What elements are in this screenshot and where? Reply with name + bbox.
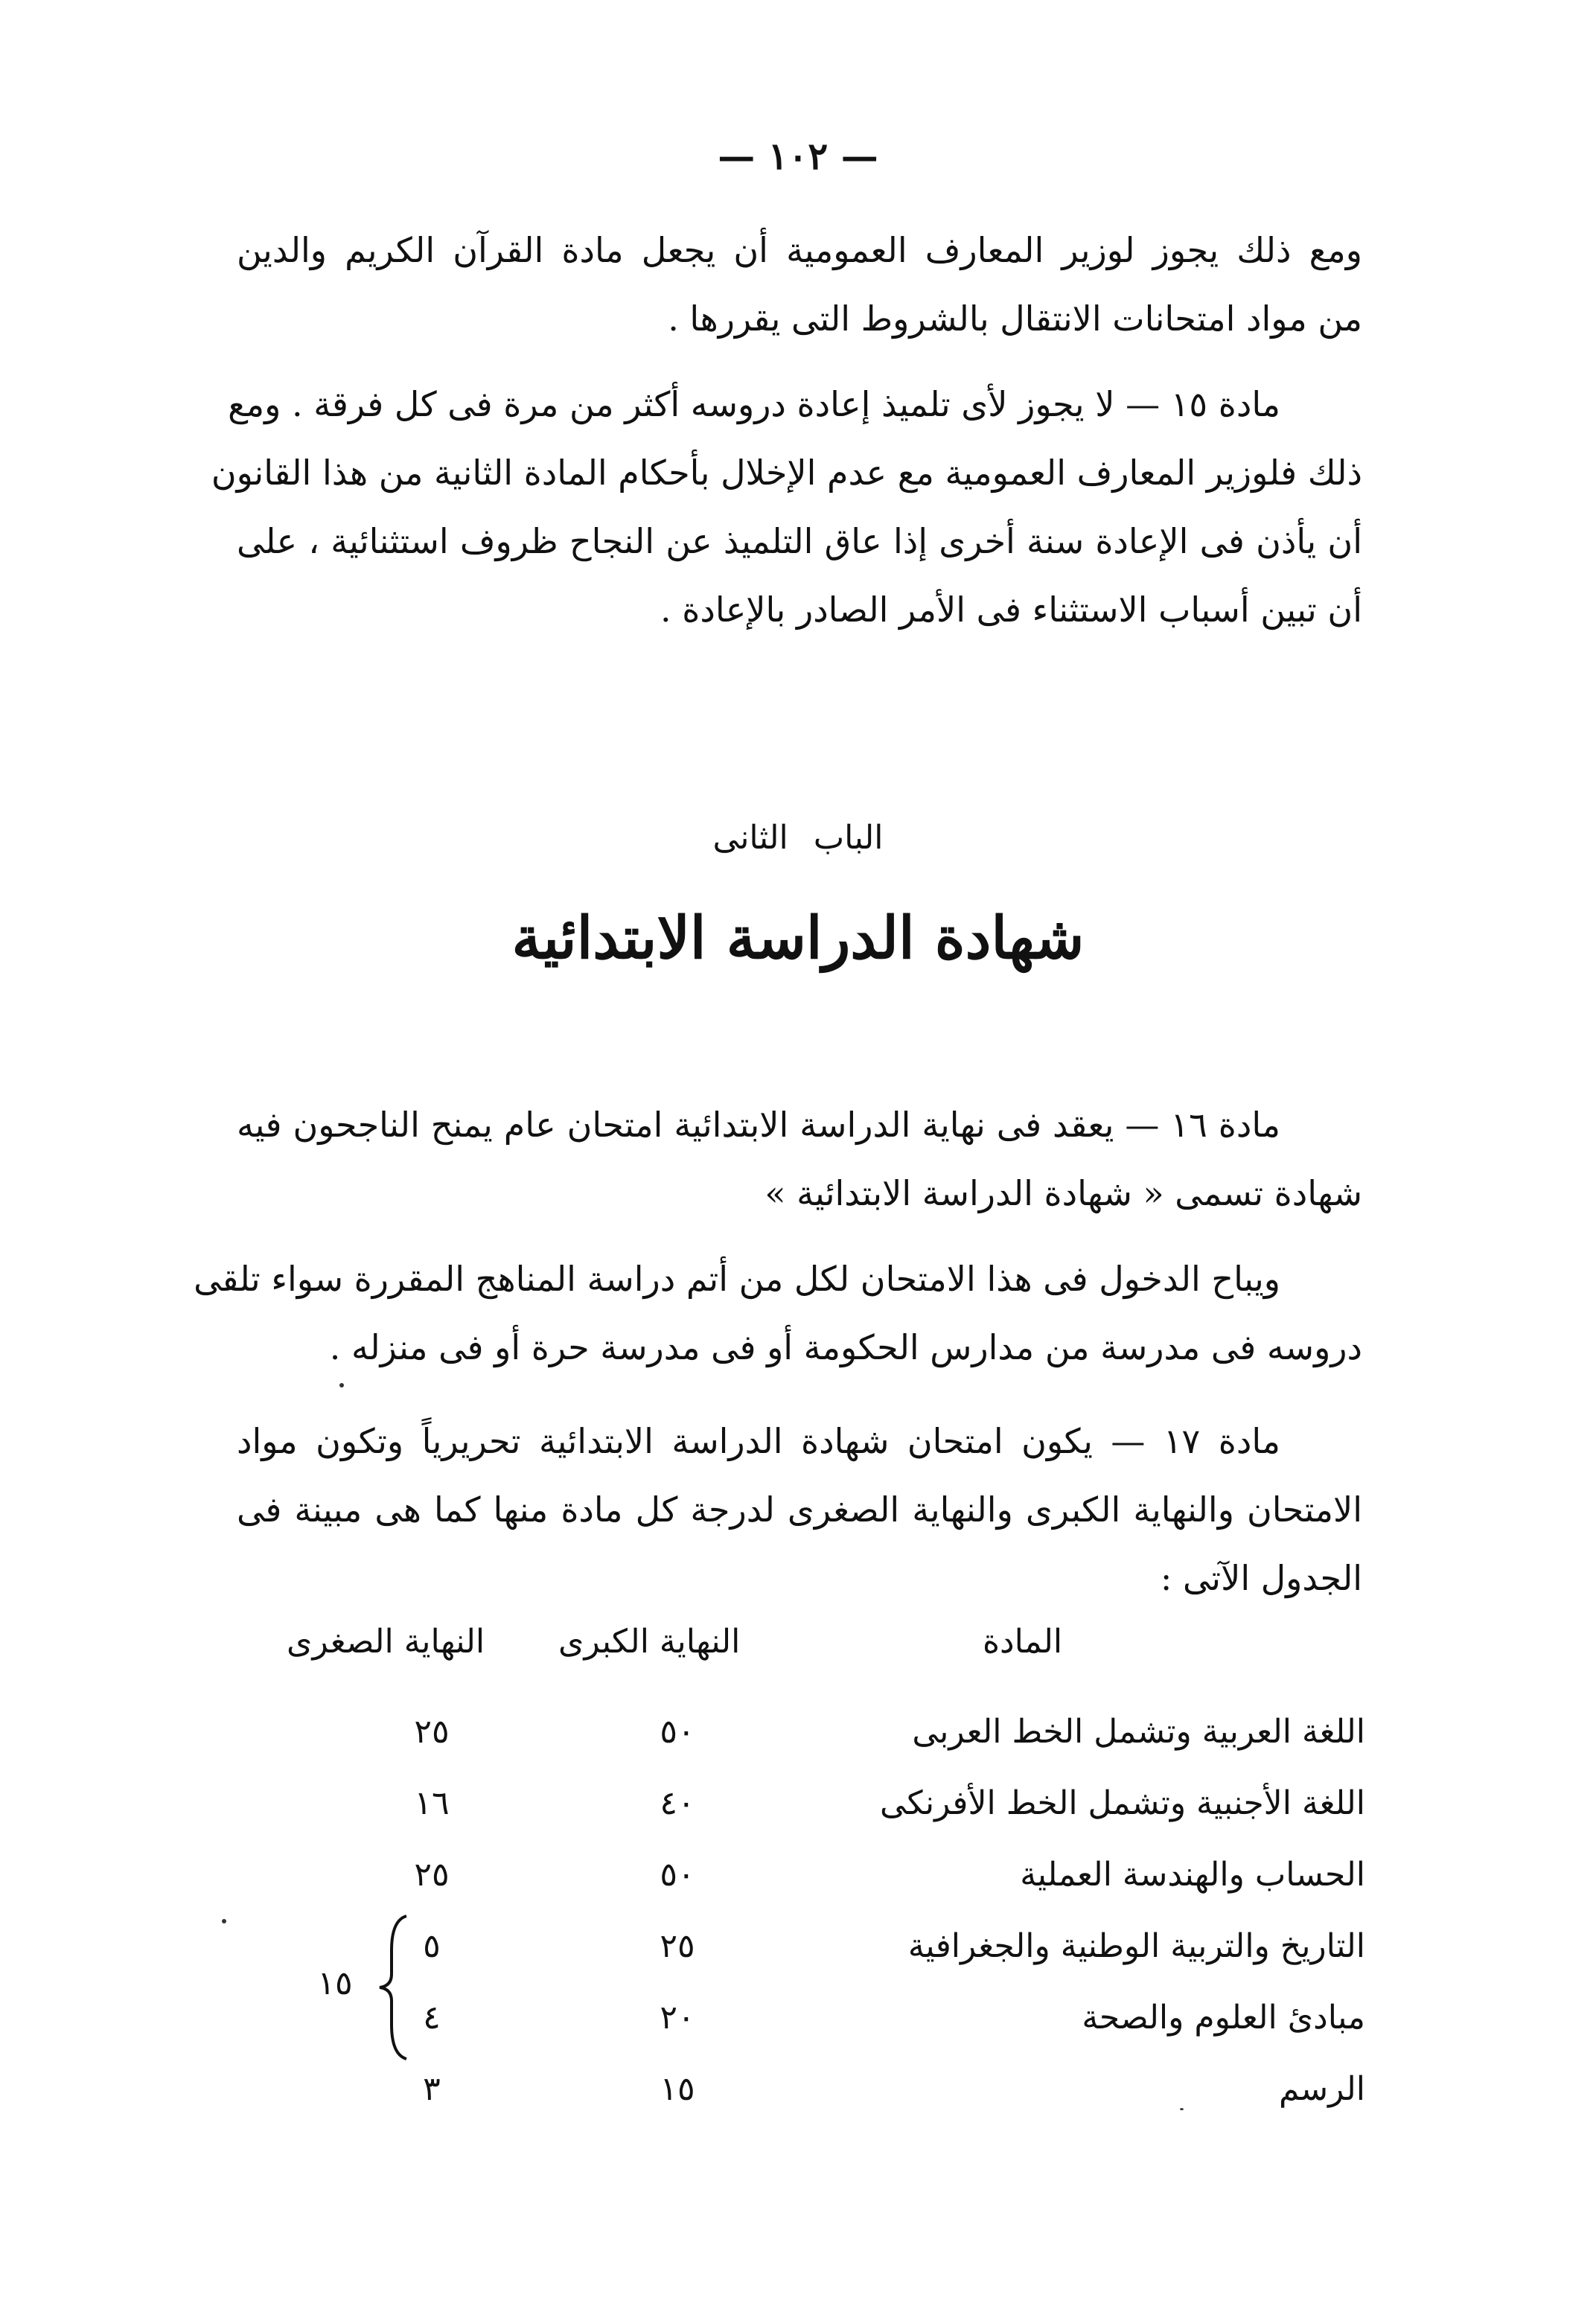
article-16	[237, 1090, 1362, 1227]
max-score-cell: ٥٠	[660, 1856, 695, 1894]
scan-speck	[1180, 2108, 1184, 2110]
subject-cell: اللغة العربية وتشمل الخط العربى	[912, 1713, 1365, 1751]
min-score-cell: ٤	[423, 1999, 441, 2037]
max-score-cell: ٢٥	[660, 1927, 695, 1965]
text-line: ويباح الدخول فى هذا الامتحان لكل من أتم دراسة المناهج المقررة سواء تلقى	[194, 1259, 1280, 1299]
grouping-brace-icon	[374, 1913, 418, 2062]
text-line: أن يأذن فى الإعادة سنة أخرى إذا عاق التلميذ عن النجاح ظروف استثنائية ، على	[237, 521, 1362, 561]
article-15	[211, 370, 1362, 644]
max-score-cell: ٥٠	[660, 1713, 695, 1751]
table-row	[0, 1984, 1596, 2051]
text-line: الجدول الآتى :	[1160, 1558, 1362, 1598]
part-title: الباب الثانى	[712, 819, 884, 857]
article-16-paragraph-2	[194, 1245, 1362, 1382]
table-row	[0, 1842, 1596, 1909]
scan-speck	[222, 1919, 226, 1923]
max-score-cell: ٤٠	[660, 1784, 695, 1822]
column-header-min: النهاية الصغرى	[287, 1623, 485, 1661]
page-number: — ١٠٢ —	[718, 134, 878, 178]
min-score-cell: ٢٥	[414, 1856, 450, 1894]
max-score-cell: ١٥	[660, 2070, 695, 2108]
min-score-cell: ٥	[423, 1927, 441, 1965]
subject-cell: الحساب والهندسة العملية	[1020, 1856, 1365, 1894]
min-score-cell: ٣	[423, 2070, 441, 2108]
column-header-subject: المادة	[983, 1623, 1063, 1661]
table-row	[0, 1913, 1596, 1980]
text-line: ومع ذلك يجوز لوزير المعارف العمومية أن يجعل مادة القرآن الكريم والدين	[237, 230, 1362, 270]
text-line: دروسه فى مدرسة من مدارس الحكومة أو فى مدرسة حرة أو فى منزله .	[329, 1327, 1362, 1367]
group-min-total: ١٥	[317, 1964, 353, 2002]
max-score-cell: ٢٠	[660, 1999, 695, 2037]
min-score-cell: ٢٥	[414, 1713, 450, 1751]
min-score-cell: ١٦	[414, 1784, 450, 1822]
chapter-title: شهادة الدراسة الابتدائية	[511, 904, 1085, 972]
subject-cell: مبادئ العلوم والصحة	[1082, 1999, 1365, 2037]
column-header-max: النهاية الكبرى	[558, 1623, 741, 1661]
text-line: شهادة تسمى « شهادة الدراسة الابتدائية »	[765, 1173, 1362, 1213]
scan-speck	[339, 1383, 344, 1387]
table-row	[0, 2056, 1596, 2123]
subject-cell: اللغة الأجنبية وتشمل الخط الأفرنكى	[879, 1784, 1365, 1822]
table-row	[0, 1770, 1596, 1837]
text-line: أن تبين أسباب الاستثناء فى الأمر الصادر بالإعادة .	[660, 590, 1362, 630]
text-line: الامتحان والنهاية الكبرى والنهاية الصغرى لدرجة كل مادة منها كما هى مبينة فى	[237, 1489, 1362, 1530]
text-line: مادة ١٧ — يكون امتحان شهادة الدراسة الابتدائية تحريرياً وتكون مواد	[237, 1421, 1280, 1461]
paragraph-religion-subjects	[237, 216, 1362, 353]
text-line: مادة ١٦ — يعقد فى نهاية الدراسة الابتدائية امتحان عام يمنح الناجحون فيه	[237, 1105, 1280, 1145]
text-line: ذلك فلوزير المعارف العمومية مع عدم الإخلال بأحكام المادة الثانية من هذا القانون	[211, 453, 1362, 493]
text-line: من مواد امتحانات الانتقال بالشروط التى يقررها .	[668, 298, 1362, 339]
table-row	[0, 1699, 1596, 1766]
subject-cell: التاريخ والتربية الوطنية والجغرافية	[907, 1927, 1365, 1965]
subject-cell: الرسم	[1278, 2070, 1365, 2108]
text-line: مادة ١٥ — لا يجوز لأى تلميذ إعادة دروسه أكثر من مرة فى كل فرقة . ومع	[228, 384, 1280, 424]
article-17	[237, 1407, 1362, 1612]
